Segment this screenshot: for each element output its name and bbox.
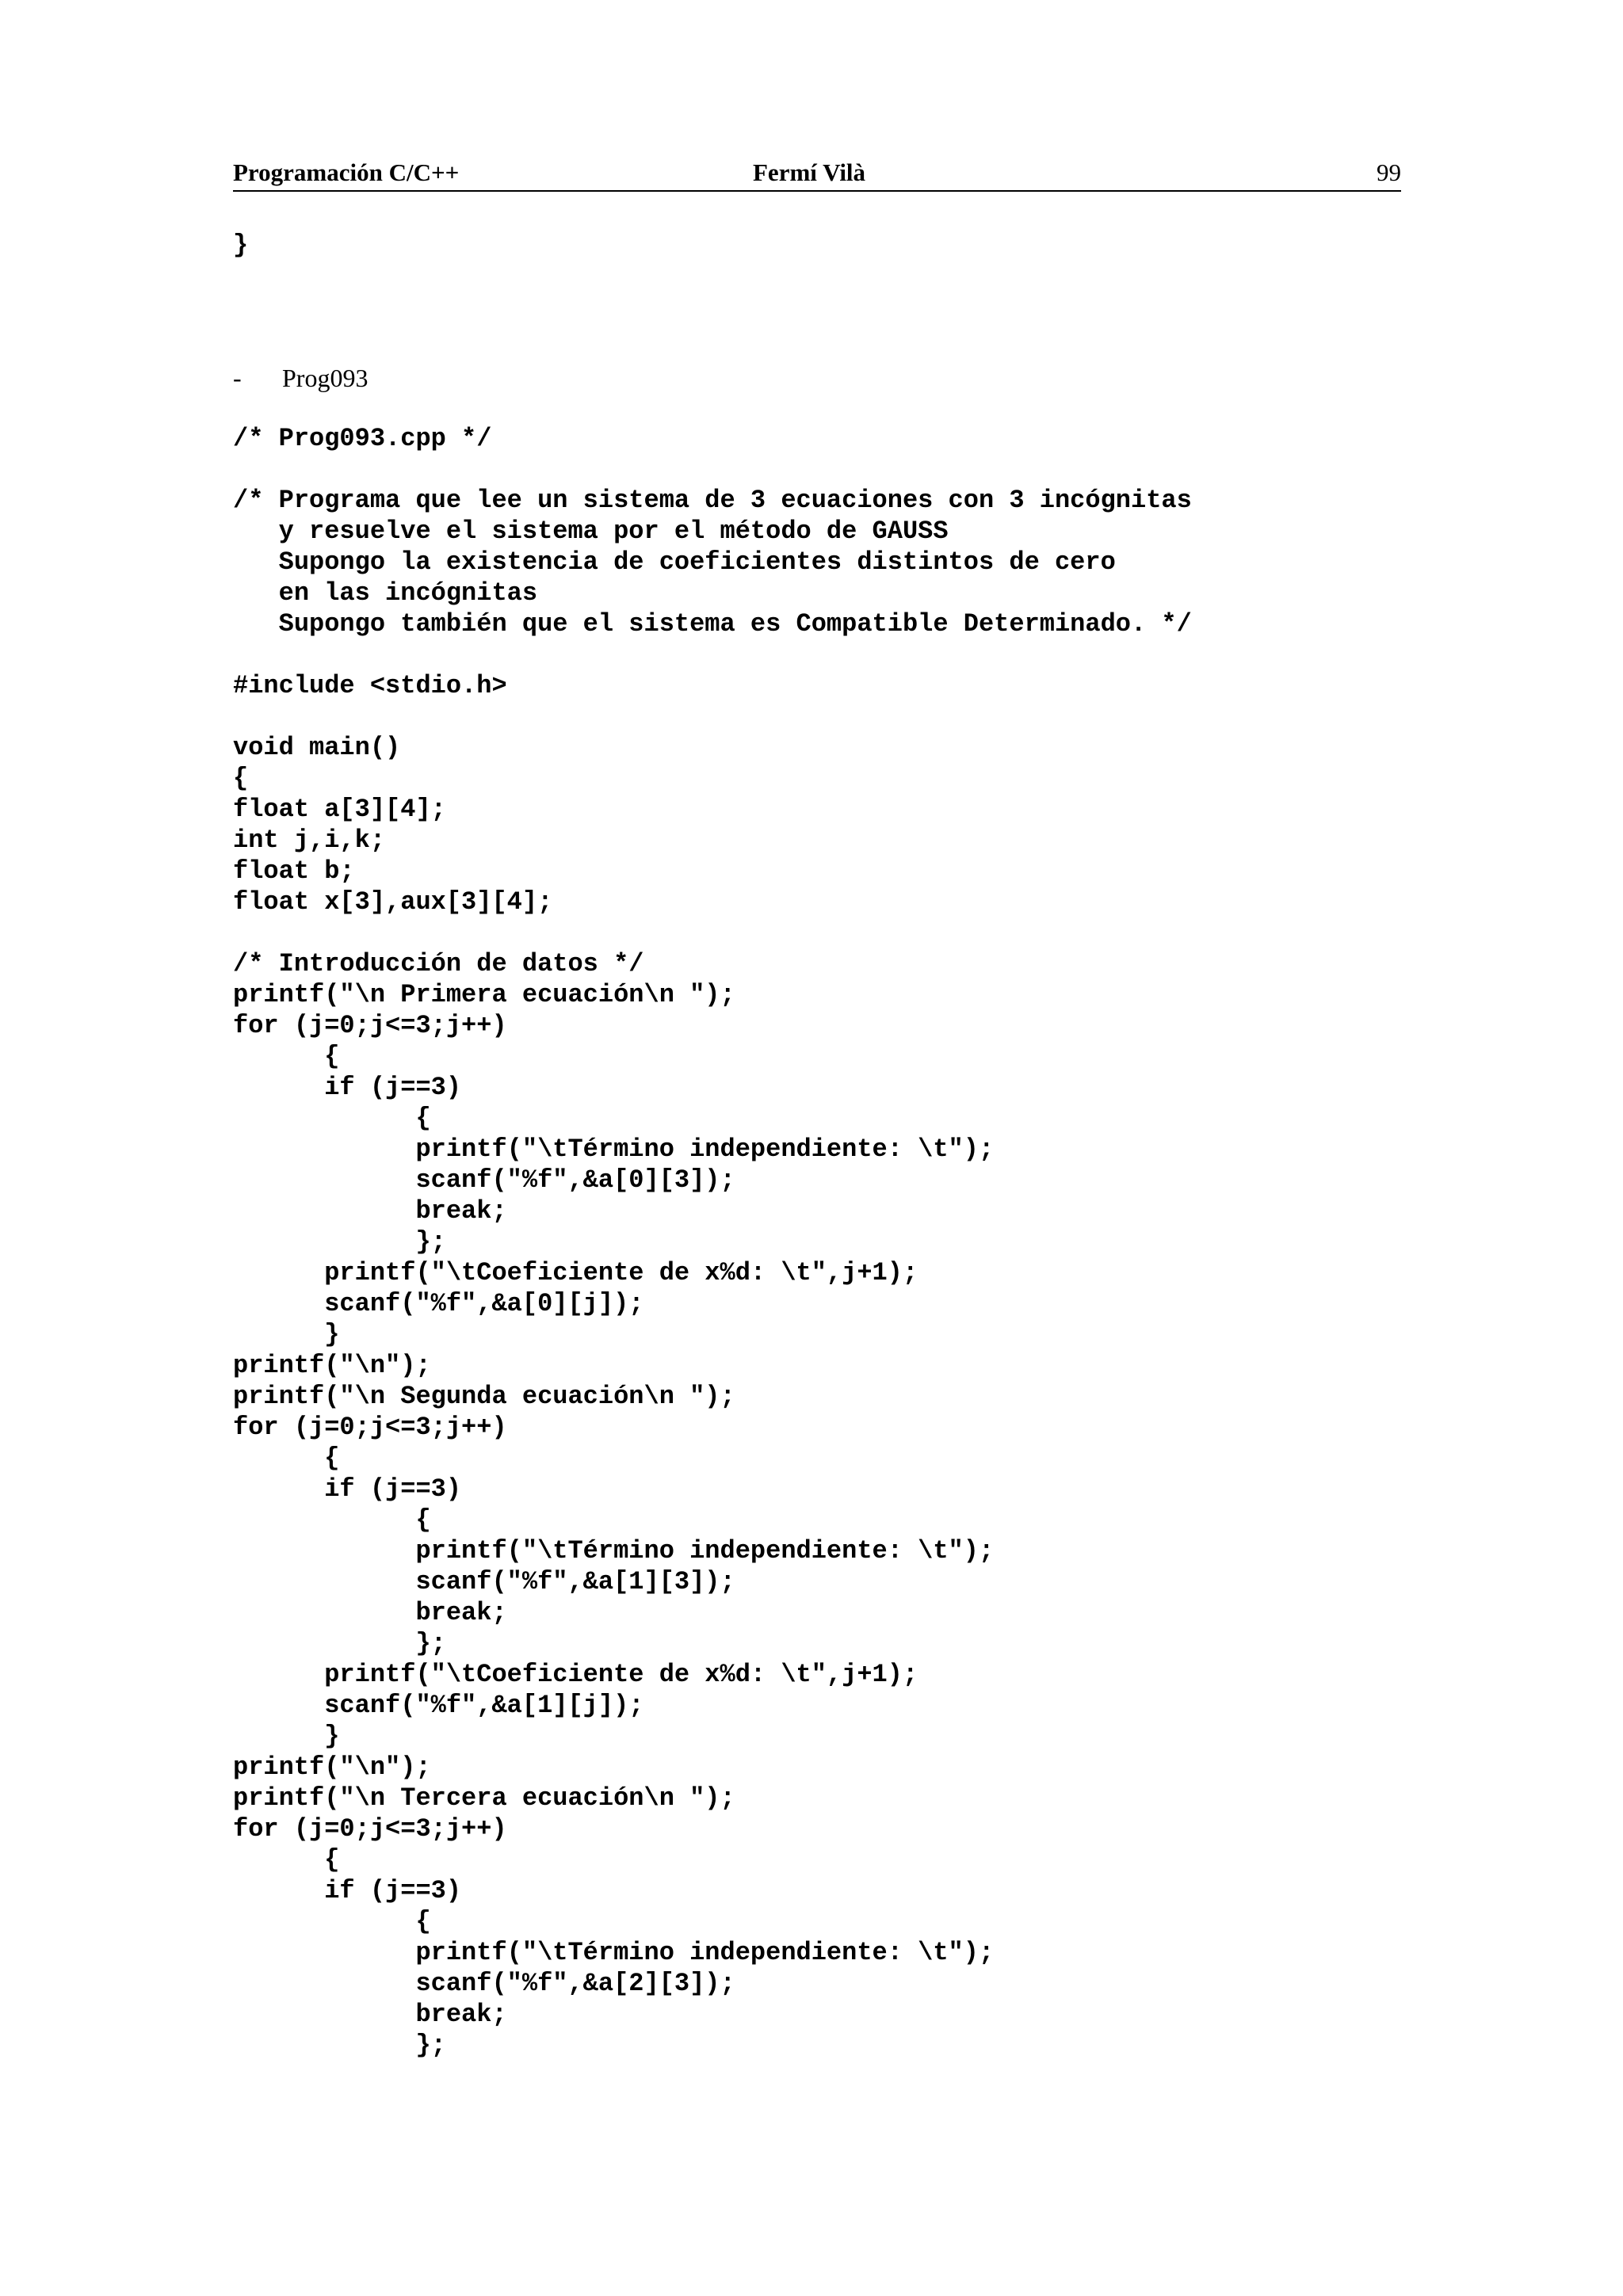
code-line: scanf("%f",&a[0][3]); <box>233 1165 735 1195</box>
code-line: { <box>233 1845 340 1875</box>
code-line: printf("\n Segunda ecuación\n "); <box>233 1382 735 1411</box>
code-line: } <box>233 1320 340 1349</box>
code-line: en las incógnitas <box>233 578 538 608</box>
code-line: { <box>233 1104 431 1133</box>
header-page-number: 99 <box>1377 158 1401 186</box>
code-line: } <box>233 1722 340 1751</box>
code-line: { <box>233 1907 431 1936</box>
code-line: for (j=0;j<=3;j++) <box>233 1814 507 1844</box>
code-line: break; <box>233 1196 507 1226</box>
code-line: if (j==3) <box>233 1876 462 1905</box>
code-line: printf("\tCoeficiente de x%d: \t",j+1); <box>233 1258 918 1287</box>
code-line: Supongo la existencia de coeficientes distintos de cero <box>233 547 1116 577</box>
code-line: float x[3],aux[3][4]; <box>233 887 553 917</box>
program-name: Prog093 <box>282 364 369 392</box>
code-line: y resuelve el sistema por el método de GAUSS <box>233 517 949 546</box>
code-line: if (j==3) <box>233 1474 462 1504</box>
code-line: }; <box>233 1629 446 1658</box>
header-author: Fermí Vilà <box>753 158 866 186</box>
code-line: scanf("%f",&a[1][3]); <box>233 1567 735 1596</box>
code-line: float b; <box>233 856 355 886</box>
code-line <box>233 917 1192 948</box>
header-book-title: Programación C/C++ <box>233 158 460 186</box>
code-line: if (j==3) <box>233 1073 462 1102</box>
code-line: }; <box>233 1227 446 1257</box>
code-line <box>233 454 1192 485</box>
code-line: #include <stdio.h> <box>233 671 507 700</box>
code-line: scanf("%f",&a[1][j]); <box>233 1691 644 1720</box>
code-line: printf("\n"); <box>233 1351 431 1380</box>
code-line <box>233 701 1192 732</box>
code-line <box>233 639 1192 670</box>
code-line: /* Programa que lee un sistema de 3 ecuaciones con 3 incógnitas <box>233 486 1192 515</box>
source-code-block <box>233 423 1192 2061</box>
closing-brace-line <box>233 230 248 261</box>
code-line: printf("\tTérmino independiente: \t"); <box>233 1536 995 1566</box>
code-line: break; <box>233 1598 507 1627</box>
code-line: printf("\tCoeficiente de x%d: \t",j+1); <box>233 1660 918 1689</box>
code-line: printf("\n Primera ecuación\n "); <box>233 980 735 1009</box>
code-line: break; <box>233 2000 507 2029</box>
code-line: { <box>233 764 249 793</box>
code-line: void main() <box>233 733 401 762</box>
code-line: int j,i,k; <box>233 826 386 855</box>
code-line: printf("\tTérmino independiente: \t"); <box>233 1938 995 1967</box>
code-line: /* Prog093.cpp */ <box>233 424 492 453</box>
code-line: { <box>233 1042 340 1071</box>
code-line: Supongo también que el sistema es Compatible Determinado. */ <box>233 609 1192 639</box>
code-line: printf("\n"); <box>233 1753 431 1782</box>
code-line: printf("\n Tercera ecuación\n "); <box>233 1783 735 1813</box>
code-line: scanf("%f",&a[0][j]); <box>233 1289 644 1318</box>
code-line: } <box>233 231 249 260</box>
code-line: /* Introducción de datos */ <box>233 949 644 978</box>
code-line: for (j=0;j<=3;j++) <box>233 1011 507 1040</box>
code-line: float a[3][4]; <box>233 795 446 824</box>
code-line: }; <box>233 2031 446 2060</box>
code-line: { <box>233 1505 431 1535</box>
page-header <box>233 155 1401 192</box>
code-line: printf("\tTérmino independiente: \t"); <box>233 1135 995 1164</box>
code-line: for (j=0;j<=3;j++) <box>233 1413 507 1442</box>
list-bullet: - <box>233 364 242 392</box>
code-line: scanf("%f",&a[2][3]); <box>233 1969 735 1998</box>
code-line: { <box>233 1444 340 1473</box>
